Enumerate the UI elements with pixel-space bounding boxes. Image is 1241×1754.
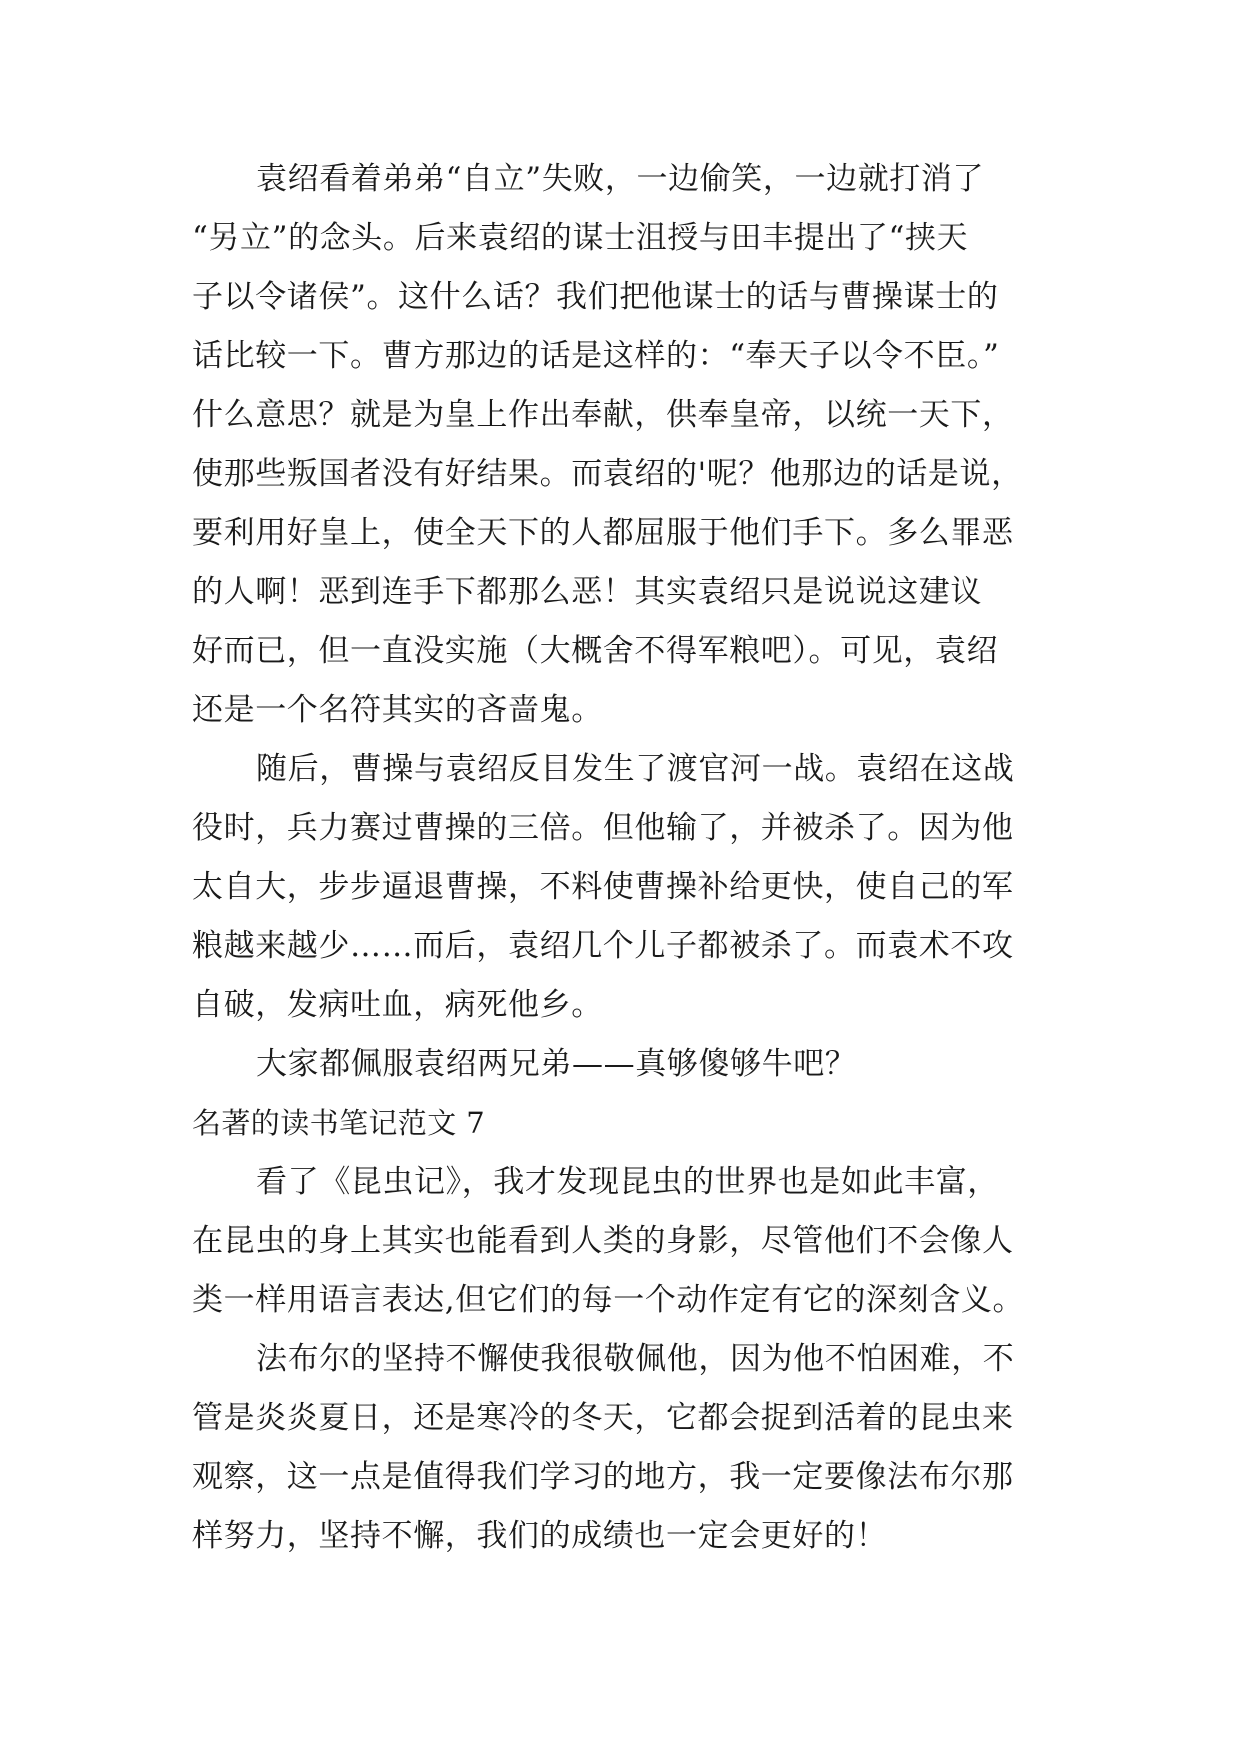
text-line: 看了《昆虫记》，我才发现昆虫的世界也是如此丰富，: [256, 1164, 999, 1200]
text-line: 观察，这一点是值得我们学习的地方，我一定要像法布尔那: [192, 1459, 1014, 1495]
text-line: 样努力，坚持不懈，我们的成绩也一定会更好的！: [192, 1518, 888, 1554]
paragraph-fabre: [192, 1330, 1052, 1566]
section-heading: 名著的读书笔记范文 7: [192, 1106, 486, 1140]
text-line: 粮越来越少……而后，袁绍几个儿子都被杀了。而袁术不攻: [192, 928, 1014, 964]
text-line: 还是一个名符其实的吝啬鬼。: [192, 692, 603, 728]
text-line: 自破，发病吐血，病死他乡。: [192, 987, 603, 1023]
text-line: 的人啊！恶到连手下都那么恶！其实袁绍只是说说这建议: [192, 574, 982, 610]
text-line: 在昆虫的身上其实也能看到人类的身影，尽管他们不会像人: [192, 1223, 1014, 1259]
text-line: 随后，曹操与袁绍反目发生了渡官河一战。袁绍在这战: [256, 751, 1015, 787]
text-line: 使那些叛国者没有好结果。而袁绍的'呢？他那边的话是说，: [192, 456, 1023, 492]
text-line: “另立”的念头。后来袁绍的谋士沮授与田丰提出了“挟天: [192, 220, 969, 256]
text-line: 要利用好皇上，使全天下的人都屈服于他们手下。多么罪恶: [192, 515, 1014, 551]
paragraph-insect-book: [192, 1153, 1052, 1330]
document-page: [192, 150, 1052, 1566]
text-line: 役时，兵力赛过曹操的三倍。但他输了，并被杀了。因为他: [192, 810, 1014, 846]
text-line: 子以令诸侯”。这什么话？我们把他谋士的话与曹操谋士的: [192, 279, 999, 315]
text-line: 袁绍看着弟弟“自立”失败，一边偷笑，一边就打消了: [256, 161, 985, 197]
text-line: 什么意思？就是为皇上作出奉献，供奉皇帝，以统一天下，: [192, 397, 1014, 433]
paragraph-yuan-shao-1: [192, 150, 1052, 740]
text-line: 类一样用语言表达,但它们的每一个动作定有它的深刻含义。: [192, 1282, 1025, 1318]
paragraph-conclusion: [192, 1035, 1052, 1094]
paragraph-guandu-battle: [192, 740, 1052, 1035]
text-line: 好而已，但一直没实施（大概舍不得军粮吧）。可见，袁绍: [192, 633, 999, 669]
text-line: 大家都佩服袁绍两兄弟——真够傻够牛吧？: [256, 1046, 857, 1082]
text-line: 话比较一下。曹方那边的话是这样的：“奉天子以令不臣。”: [192, 338, 1000, 374]
text-line: 管是炎炎夏日，还是寒冷的冬天，它都会捉到活着的昆虫来: [192, 1400, 1014, 1436]
text-line: 法布尔的坚持不懈使我很敬佩他，因为他不怕困难，不: [256, 1341, 1015, 1377]
text-line: 太自大，步步逼退曹操，不料使曹操补给更快，使自己的军: [192, 869, 1014, 905]
